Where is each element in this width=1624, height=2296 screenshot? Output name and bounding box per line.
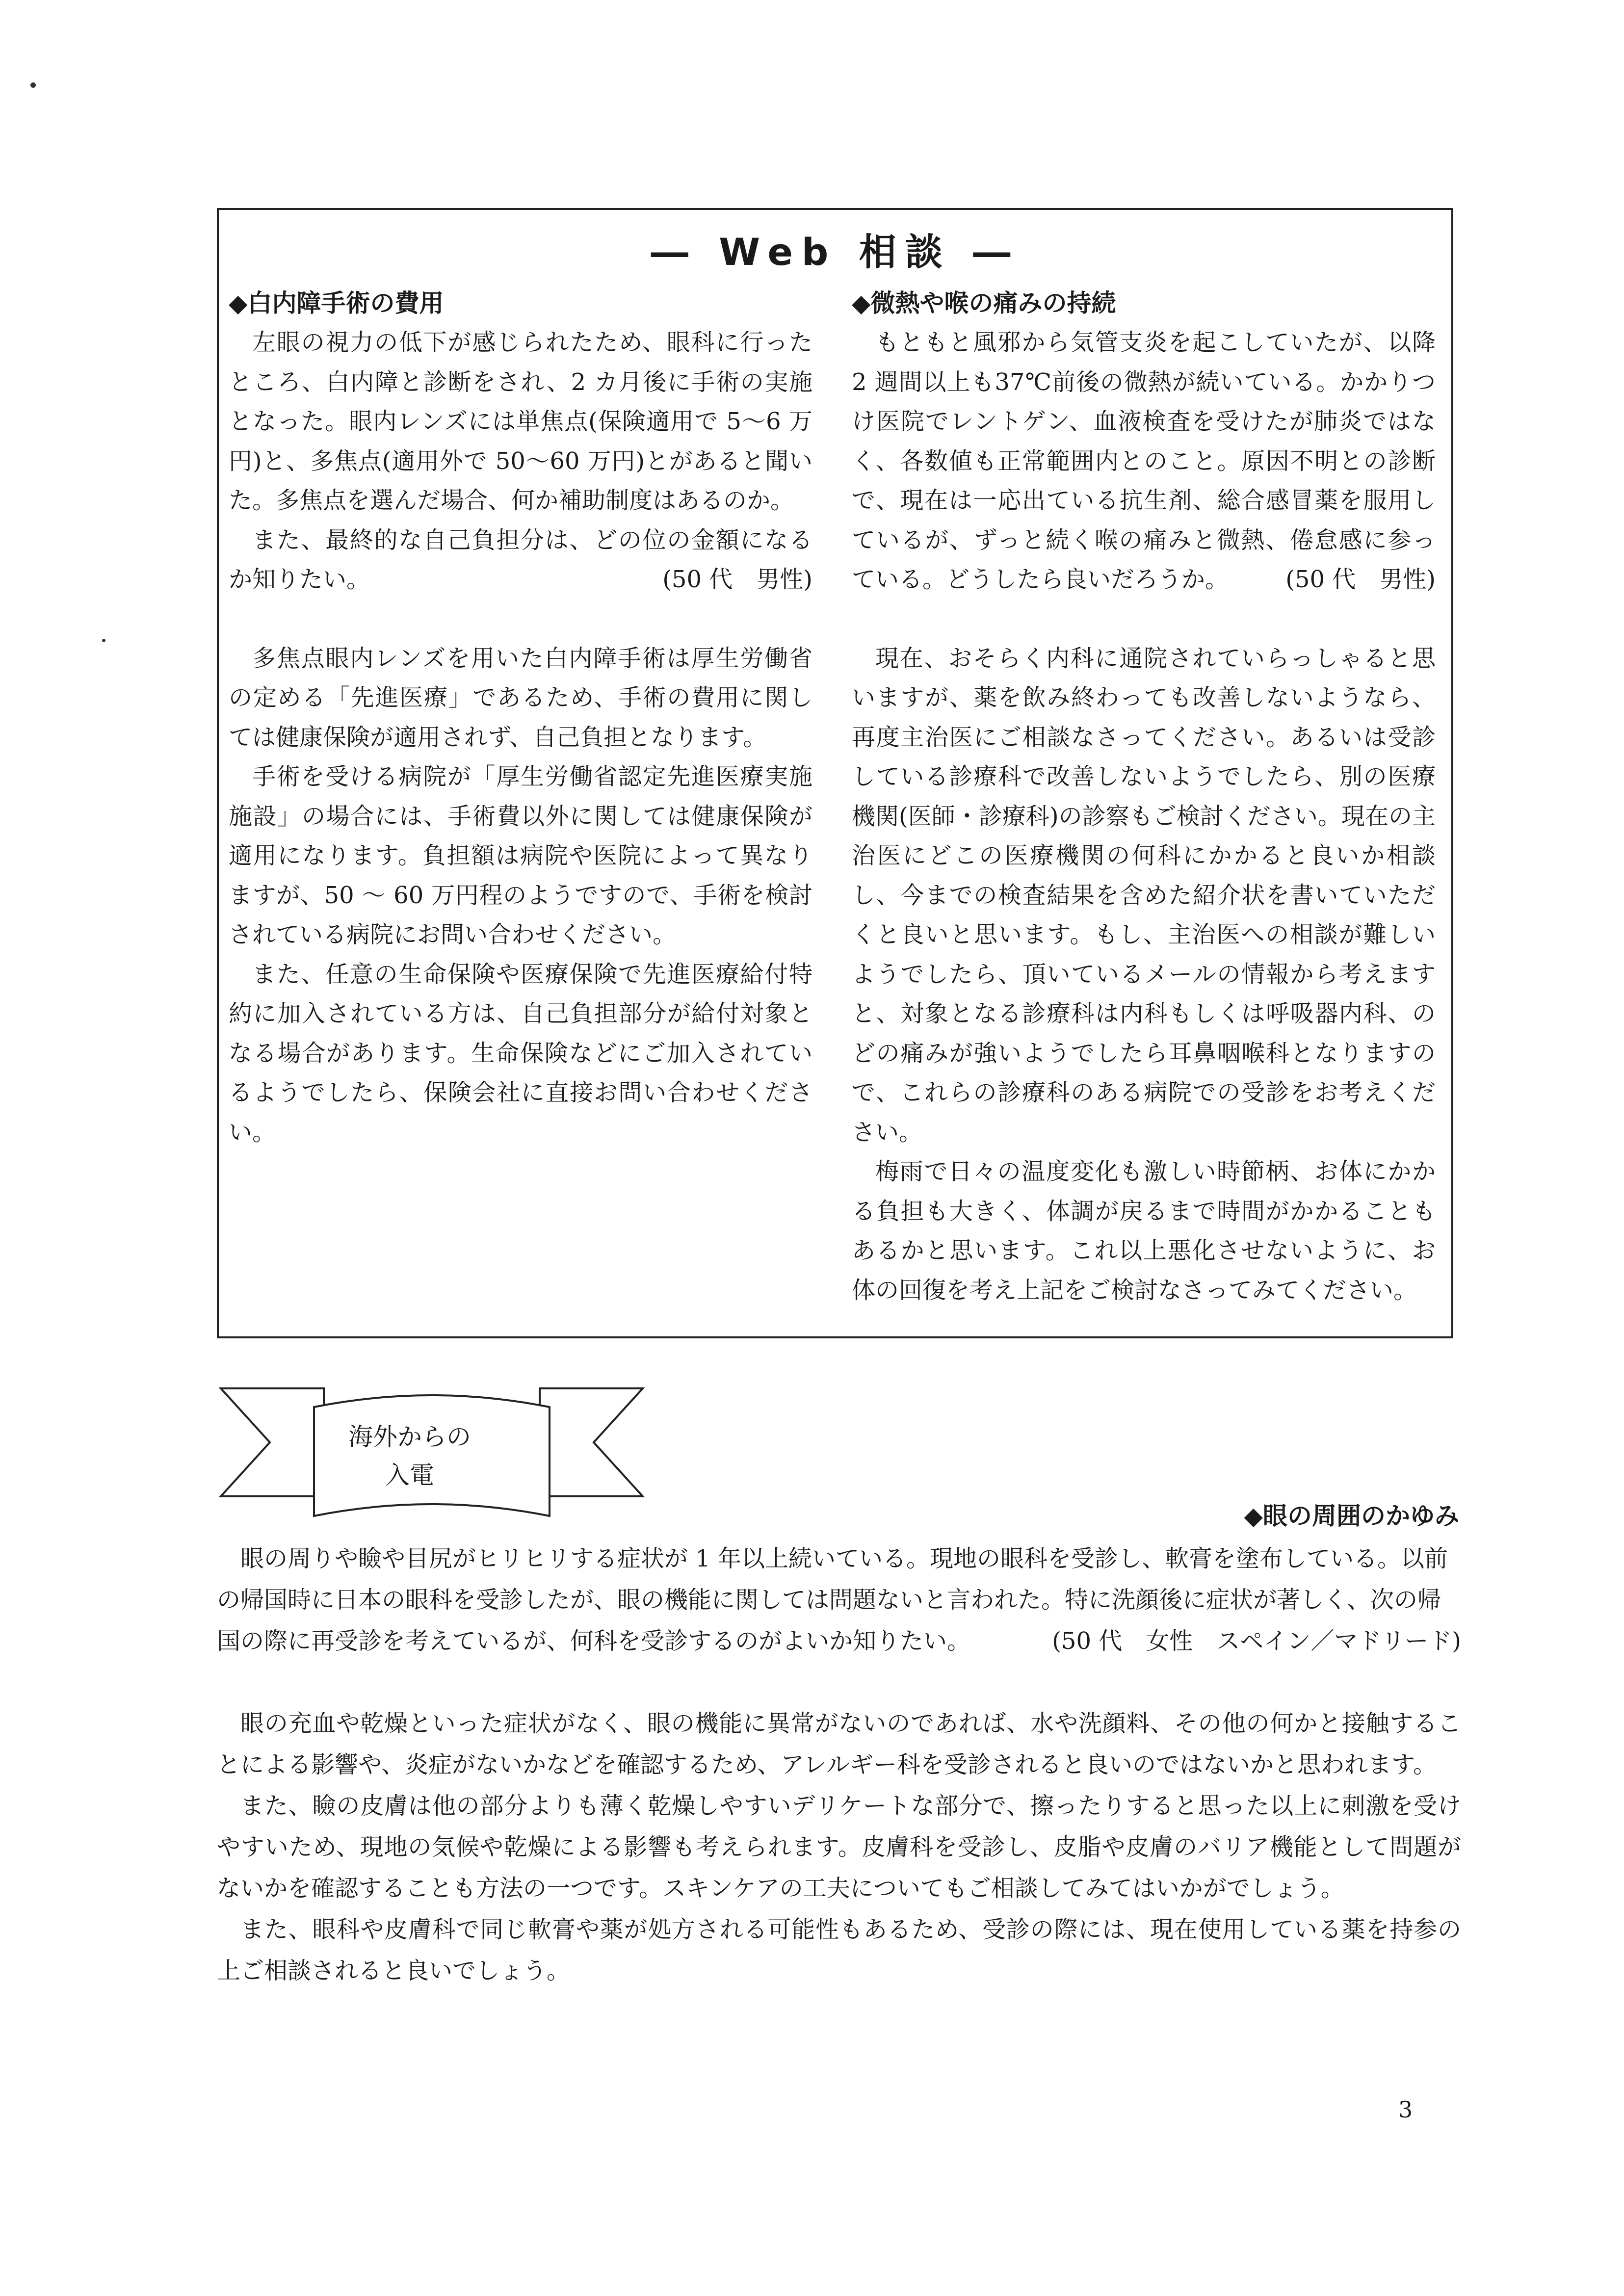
question-title-cataract: ◆白内障手術の費用 [229, 289, 444, 317]
answer-text: また、任意の生命保険や医療保険で先進医療給付特約に加入されている方は、自己負担部分が給付対象となる場合があります。生命保険などにご加入されているようでしたら、保険会社に直接お問い合わせください。 [229, 960, 812, 1146]
answer-text: 手術を受ける病院が「厚生労働省認定先進医療実施施設」の場合には、手術費以外に関しては健康保険が適用になります。負担額は病院や医院によって異なりますが、50 ～ 60 万円程のようですので、手術を検討されている病院にお問い合わせください。 [229, 763, 812, 948]
answer-text: 梅雨で日々の温度変化も激しい時節柄、お体にかかる負担も大きく、体調が戻るまで時間がかかることもあるかと思います。これ以上悪化させないように、お体の回復を考え上記をご検討なさってみてください。 [852, 1158, 1436, 1304]
question-text: 左眼の視力の低下が感じられたため、眼科に行ったところ、白内障と診断をされ、2 カ月後に手術の実施となった。眼内レンズには単焦点(保険適用で 5～6 万円)と、多焦点(適用外で 50～60 万円)とがあると聞いた。多焦点を選んだ場合、何か補助制度はあるのか。 [229, 329, 812, 514]
question-text [217, 1538, 1461, 1662]
question-body: 眼の周りや瞼や目尻がヒリヒリする症状が 1 年以上続いている。現地の眼科を受診し、軟膏を塗布している。以前の帰国時に日本の眼科を受診したが、眼の機能に関しては問題ないと言われた。特に洗顔後に症状が著しく、次の帰国の際に再受診を考えているが、何科を受診するのがよいか知りたい。 [217, 1545, 1448, 1655]
answer-text: また、瞼の皮膚は他の部分よりも薄く乾燥しやすいデリケートな部分で、擦ったりすると思った以上に刺激を受けやすいため、現地の気候や乾燥による影響も考えられます。皮膚科を受診し、皮脂や皮膚のバリア機能として問題がないかを確認することも方法の一つです。スキンケアの工夫についてもご相談してみてはいかがでしょう。 [217, 1792, 1461, 1902]
web-consultation-box [217, 208, 1453, 1338]
consultation-fever [852, 284, 1436, 1310]
consultation-cataract [229, 284, 812, 1152]
scan-speck [102, 639, 105, 642]
answer-text: また、眼科や皮膚科で同じ軟膏や薬が処方される可能性もあるため、受診の際には、現在使用している薬を持参の上ご相談されると良いでしょう。 [217, 1916, 1461, 1984]
questioner-info: (50 代 男性) [1285, 566, 1436, 593]
overseas-consultation [217, 1538, 1461, 1991]
web-consultation-title: ― Web 相談 ― [651, 230, 1020, 274]
question-title-eye-itch: ◆眼の周囲のかゆみ [1244, 1502, 1459, 1530]
banner-line: 海外からの [348, 1423, 471, 1451]
answer-text: 現在、おそらく内科に通院されていらっしゃると思いますが、薬を飲み終わっても改善しないようなら、再度主治医にご相談なさってください。あるいは受診している診療科で改善しないようでしたら、別の医療機関(医師・診療科)の診察もご検討ください。現在の主治医にどこの医療機関の何科にかかると良いか相談し、今までの検査結果を含めた紹介状を書いていただくと良いと思います。もし、主治医への相談が難しいようでしたら、頂いているメールの情報から考えますと、対象となる診療科は内科もしくは呼吸器内科、のどの痛みが強いようでしたら耳鼻咽喉科となりますので、これらの診療科のある病院での受診をお考えください。 [852, 644, 1436, 1146]
page-number: 3 [1398, 2096, 1413, 2123]
question-text: また、最終的な自己負担分は、どの位の金額になるか知りたい。 [229, 526, 812, 593]
banner-line: 入電 [385, 1461, 434, 1489]
overseas-banner-label [316, 1418, 503, 1494]
scan-speck [30, 82, 36, 88]
answer-text: 眼の充血や乾燥といった症状がなく、眼の機能に異常がないのであれば、水や洗顔料、その他の何かと接触することによる影響や、炎症がないかなどを確認するため、アレルギー科を受診されると良いのではないかと思われます。 [217, 1710, 1461, 1778]
question-text: もともと風邪から気管支炎を起こしていたが、以降 2 週間以上も37℃前後の微熱が続いている。かかりつけ医院でレントゲン、血液検査を受けたが肺炎ではなく、各数値も正常範囲内とのこと。原因不明との診断で、現在は一応出ている抗生剤、総合感冒薬を服用しているが、ずっと続く喉の痛みと微熱、倦怠感に参っている。どうしたら良いだろうか。 [852, 329, 1436, 593]
question-title-fever: ◆微熱や喉の痛みの持続 [852, 289, 1116, 317]
questioner-info: (50 代 女性 スペイン／マドリード) [1052, 1627, 1461, 1655]
answer-text: 多焦点眼内レンズを用いた白内障手術は厚生労働省の定める「先進医療」であるため、手術の費用に関しては健康保険が適用されず、自己負担となります。 [229, 644, 812, 751]
questioner-info: (50 代 男性) [662, 566, 812, 593]
